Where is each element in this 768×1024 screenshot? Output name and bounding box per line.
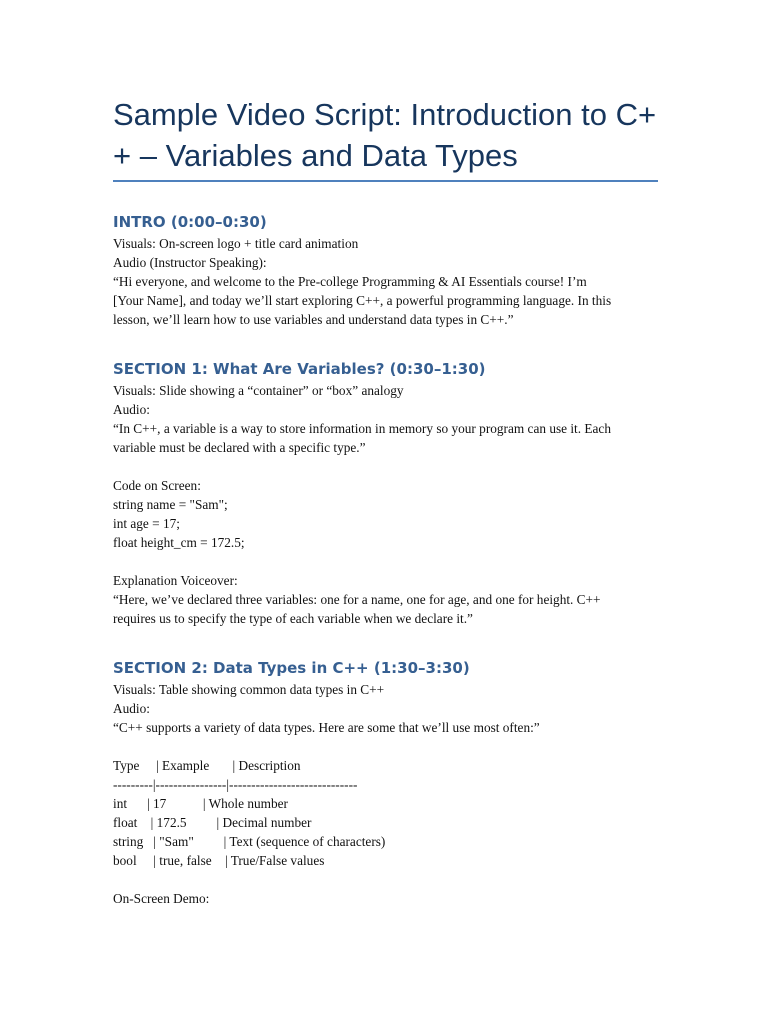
- document-page: [113, 94, 658, 908]
- section-2-line: Audio:: [113, 701, 150, 716]
- intro-line: lesson, we’ll learn how to use variables and understand data types in C++.”: [113, 312, 514, 327]
- code-line: float height_cm = 172.5;: [113, 535, 245, 550]
- code-line: int age = 17;: [113, 516, 180, 531]
- intro-line: “Hi everyone, and welcome to the Pre-college Programming & AI Essentials course! I’m: [113, 274, 587, 289]
- document-title: [113, 94, 658, 182]
- document-title-line-1: Sample Video Script: Introduction to C+: [113, 97, 657, 132]
- table-row: float | 172.5 | Decimal number: [113, 815, 312, 830]
- blank-line: [113, 737, 658, 756]
- section-2-line: “C++ supports a variety of data types. Here are some that we’ll use most often:”: [113, 720, 540, 735]
- section-1-line: “In C++, a variable is a way to store information in memory so your program can use it. Each: [113, 421, 611, 436]
- table-separator-row: ---------|----------------|-----------------------------: [113, 777, 358, 792]
- blank-line: [113, 870, 658, 889]
- voiceover-line: “Here, we’ve declared three variables: one for a name, one for age, and one for height. C++: [113, 592, 601, 607]
- demo-label: On-Screen Demo:: [113, 891, 210, 906]
- blank-line: [113, 457, 658, 476]
- section-1-heading: SECTION 1: What Are Variables? (0:30–1:30): [113, 360, 486, 378]
- section-1-line: Audio:: [113, 402, 150, 417]
- blank-line: [113, 552, 658, 571]
- intro-section: [113, 212, 658, 329]
- voiceover-label: Explanation Voiceover:: [113, 573, 238, 588]
- section-2: [113, 658, 658, 908]
- table-header-row: Type | Example | Description: [113, 758, 301, 773]
- voiceover-line: requires us to specify the type of each variable when we declare it.”: [113, 611, 473, 626]
- document-title-line-2: + – Variables and Data Types: [113, 138, 518, 173]
- intro-line: Visuals: On-screen logo + title card animation: [113, 236, 359, 251]
- intro-heading: INTRO (0:00–0:30): [113, 213, 267, 231]
- section-1-line: variable must be declared with a specific type.”: [113, 440, 366, 455]
- section-2-heading: SECTION 2: Data Types in C++ (1:30–3:30): [113, 659, 470, 677]
- section-1: [113, 359, 658, 628]
- intro-line: [Your Name], and today we’ll start exploring C++, a powerful programming language. In this: [113, 293, 612, 308]
- table-row: bool | true, false | True/False values: [113, 853, 325, 868]
- section-1-line: Visuals: Slide showing a “container” or “box” analogy: [113, 383, 404, 398]
- table-row: int | 17 | Whole number: [113, 796, 288, 811]
- table-row: string | "Sam" | Text (sequence of characters): [113, 834, 386, 849]
- section-2-line: Visuals: Table showing common data types in C++: [113, 682, 385, 697]
- code-label: Code on Screen:: [113, 478, 201, 493]
- code-line: string name = "Sam";: [113, 497, 228, 512]
- intro-line: Audio (Instructor Speaking):: [113, 255, 267, 270]
- data-types-table: [113, 756, 658, 870]
